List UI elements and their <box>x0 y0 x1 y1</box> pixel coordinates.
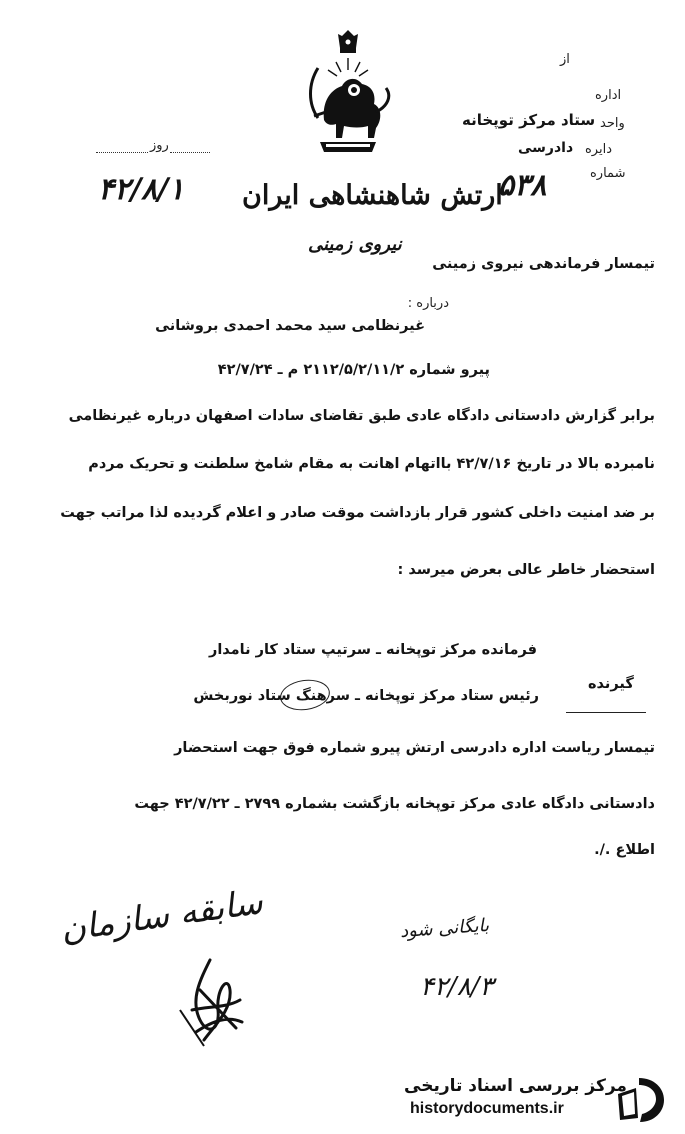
org-title: ارتش شاهنشاهی ایران <box>242 180 503 211</box>
signer-commander: فرمانده مرکز توپخانه ـ سرتیپ ستاد کار نامدار <box>208 642 537 658</box>
unit-value: ستاد مرکز توپخانه <box>462 111 596 129</box>
body-line-4: استحضار خاطر عالی بعرض میرسد : <box>397 562 655 578</box>
letter-date: ۴۲/۸/۱ <box>98 172 185 207</box>
number-value: ۵۳۸ <box>498 168 547 203</box>
number-label: شماره <box>590 166 626 181</box>
cc-line-2: دادستانی دادگاه عادی مرکز توپخانه بازگشت بشماره ۲۷۹۹ ـ ۴۲/۷/۲۲ جهت <box>134 796 655 812</box>
cc-label-underline <box>566 712 646 713</box>
coat-of-arms-emblem <box>296 28 400 158</box>
watermark-name: مرکز بررسی اسناد تاریخی <box>404 1076 627 1096</box>
circled-rank-mark <box>278 677 332 714</box>
addressee: تیمسار فرماندهی نیروی زمینی <box>432 256 655 272</box>
watermark-url: historydocuments.ir <box>410 1100 564 1117</box>
day-label: روز <box>150 138 169 153</box>
cc-line-3: اطلاع ./. <box>594 842 655 858</box>
office-label: اداره <box>595 88 622 103</box>
margin-note: سابقه سازمان <box>58 882 266 950</box>
date-dotted-line <box>170 152 210 153</box>
day-dotted-line <box>96 152 148 153</box>
section-label: دایره <box>585 142 613 157</box>
subject-value: غیرنظامی سید محمد احمدی بروشانی <box>155 318 425 334</box>
handwritten-note: بایگانی شود <box>399 914 490 943</box>
section-value: دادرسی <box>518 140 574 156</box>
from-label: از <box>560 52 570 67</box>
body-line-1: برابر گزارش دادستانی دادگاه عادی طبق تقاضای سادات اصفهان درباره غیرنظامی <box>68 408 655 424</box>
signer-chief-of-staff: رئیس ستاد مرکز توپخانه ـ سرهنگ ستاد نوربخش <box>193 688 539 704</box>
org-subtitle: نیروی زمینی <box>308 234 402 255</box>
body-line-3: بر ضد امنیت داخلی کشور قرار بازداشت موقت صادر و اعلام گردیده لذا مراتب جهت <box>60 505 655 521</box>
cc-label: گیرنده <box>588 676 634 692</box>
cc-line-1: تیمسار ریاست اداره دادرسی ارتش پیرو شماره فوق جهت استحضار <box>174 740 655 756</box>
signature-scribble <box>170 950 260 1050</box>
handwritten-date: ۴۲/۸/۳ <box>420 972 494 1002</box>
body-line-2: نامبرده بالا در تاریخ ۴۲/۷/۱۶ بااتهام اهانت به مقام شامخ سلطنت و تحریک مردم <box>88 456 655 472</box>
subject-label: درباره : <box>407 296 449 311</box>
reference-line: پیرو شماره ۲۱۱۲/۵/۲/۱۱/۲ م ـ ۴۲/۷/۲۴ <box>217 362 490 378</box>
unit-label: واحد <box>600 116 625 131</box>
